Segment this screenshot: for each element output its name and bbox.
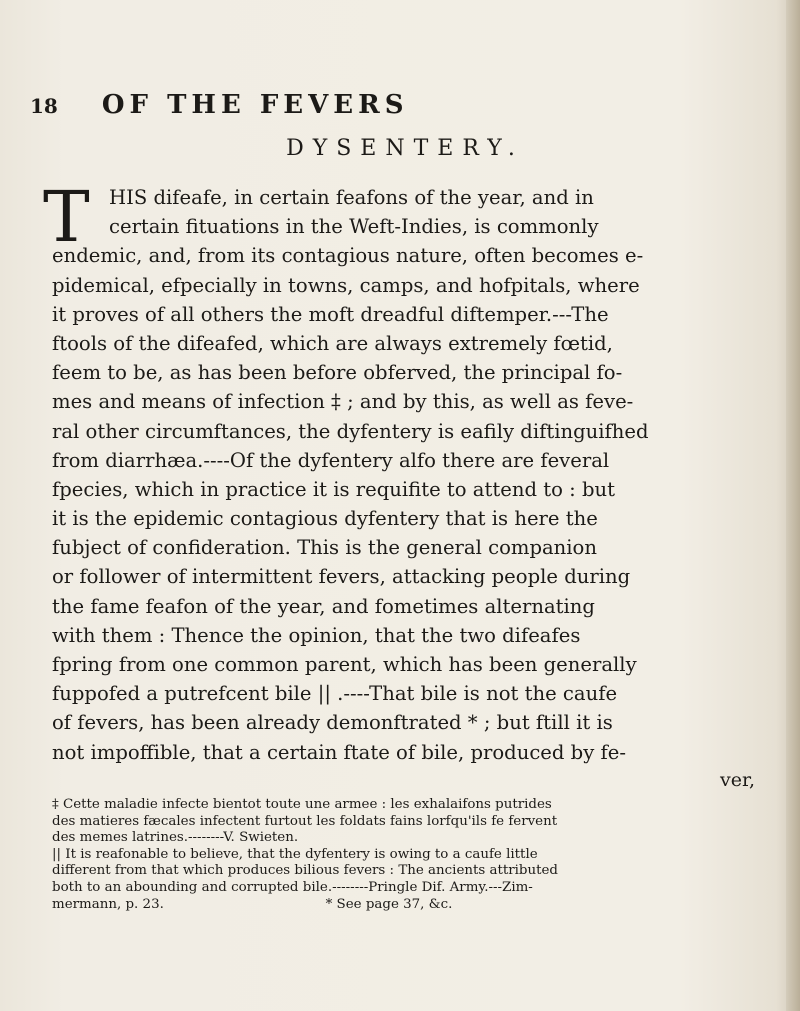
text-line: of fevers, has been already demonftrated * ; but ftill it is [52,711,613,735]
footnote-line: ‡ Cette maladie infecte bientot toute une armee : les exhalaifons putrides [52,797,552,812]
running-header [30,90,409,120]
text-line: with them : Thence the opinion, that the two difeafes [52,623,581,647]
text-line: the fame feafon of the year, and fometimes alternating [52,594,595,618]
chapter-title: DYSENTERY. [286,136,524,161]
footnote-line: || It is reafonable to believe, that the dyfentery is owing to a caufe little [52,846,538,862]
footnote-line: mermann, p. 23. * See page 37, &c. [52,896,453,912]
footnote-line: des memes latrines.--------V. Swieten. [52,830,299,846]
text-line: HIS difeafe, in certain feafons of the year, and in [109,186,594,209]
text-line: it proves of all others the moft dreadful diftemper.---The [52,302,609,326]
text-line: ral other circumftances, the dyfentery is eafily diftinguifhed [52,419,649,443]
footnotes [52,797,772,913]
text-line: mes and means of infection ‡ ; and by this, as well as feve- [52,390,634,414]
text-line: fubject of confideration. This is the general companion [52,536,597,560]
drop-cap: T [43,176,90,258]
text-line: not impoffible, that a certain ftate of bile, produced by fe- [52,740,626,764]
footnote-line: both to an abounding and corrupted bile.--------Pringle Dif. Army.---Zim- [52,879,533,895]
text-line: fuppofed a putrefcent bile || .----That bile is not the caufe [52,682,618,706]
text-line: ftools of the difeafed, which are always extremely fœtid, [52,331,613,355]
text-line: or follower of intermittent fevers, attacking people during [52,565,631,589]
text-line: it is the epidemic contagious dyfentery that is here the [52,507,598,531]
text-line: fpring from one common parent, which has been generally [52,653,637,676]
text-line: endemic, and, from its contagious nature, often becomes e- [52,244,644,268]
text-line: feem to be, as has been before obferved, the principal fo- [52,361,623,385]
text-line: certain fituations in the Weft-Indies, is commonly [109,215,599,239]
catchword: ver, [719,769,755,791]
footnote-line: des matieres fæcales infectent furtout les foldats fains lorfqu'ils fe fervent [52,813,558,829]
page-number: 18 [30,94,58,118]
text-line: pidemical, efpecially in towns, camps, and hofpitals, where [52,273,640,297]
running-title: OF THE FEVERS [101,90,409,120]
footnote-line: different from that which produces bilious fevers : The ancients attributed [52,863,558,879]
text-line: from diarrhæa.----Of the dyfentery alfo there are feveral [52,448,610,472]
body-text [52,183,772,767]
text-line: fpecies, which in practice it is requifite to attend to : but [52,477,615,501]
